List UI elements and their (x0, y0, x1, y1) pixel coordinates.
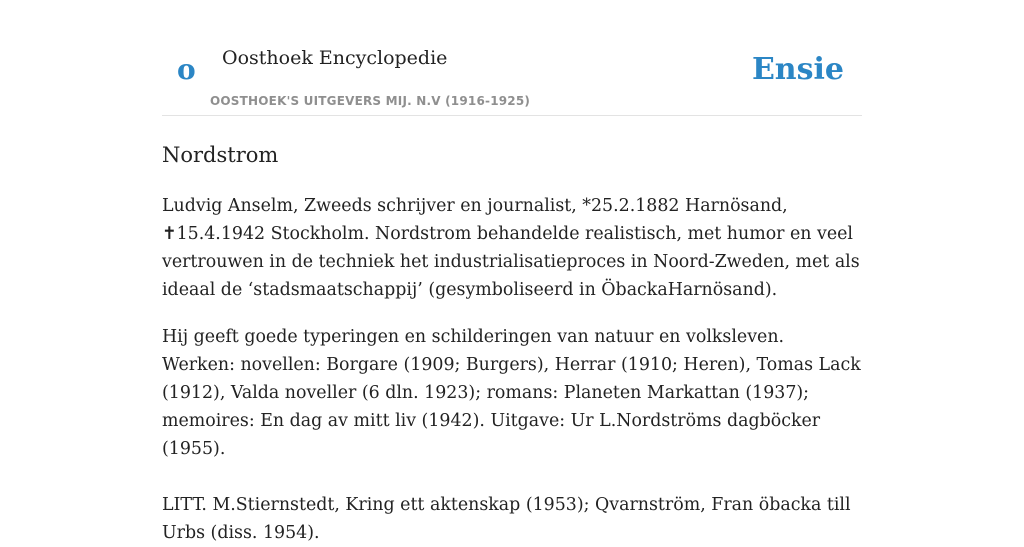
header (162, 0, 862, 116)
entry-literature: LITT. M.Stiernstedt, Kring ett aktenskap (1953); Qvarnström, Fran öbacka till Urbs (diss. 1954). (162, 495, 851, 543)
entry-paragraph: Hij geeft goede typeringen en schilderingen van natuur en volksleven. Werken: novellen: Borgare (1909; Burgers), Herrar (1910; Heren), Tomas Lack (1912), Valda noveller (6 dln. 1923); romans: Planeten Markattan (1937); memoires: En dag av mitt liv (1942). Uitgave: Ur L.Nordströms dagböcker (1955). (162, 327, 861, 459)
encyclopedia-title[interactable]: Oosthoek Encyclopedie (222, 47, 448, 69)
entry-body (162, 192, 862, 547)
entry-title: Nordstrom (162, 143, 279, 167)
publisher-subtitle: OOSTHOEK'S UITGEVERS MIJ. N.V (1916-1925) (210, 94, 531, 108)
ensie-brand-logo[interactable]: Ensie (751, 52, 844, 87)
content-column (162, 0, 862, 547)
encyclopedia-logo[interactable]: o (177, 53, 196, 86)
entry-paragraph: Ludvig Anselm, Zweeds schrijver en journalist, *25.2.1882 Harnösand, ✝15.4.1942 Stockholm. Nordstrom behandelde realistisch, met humor en veel vertrouwen in de techniek het industrialisatieproces in Noord-Zweden, met als ideaal de ‘stadsmaatschappij’ (gesymboliseerd in ÖbackaHarnösand). (162, 196, 860, 300)
